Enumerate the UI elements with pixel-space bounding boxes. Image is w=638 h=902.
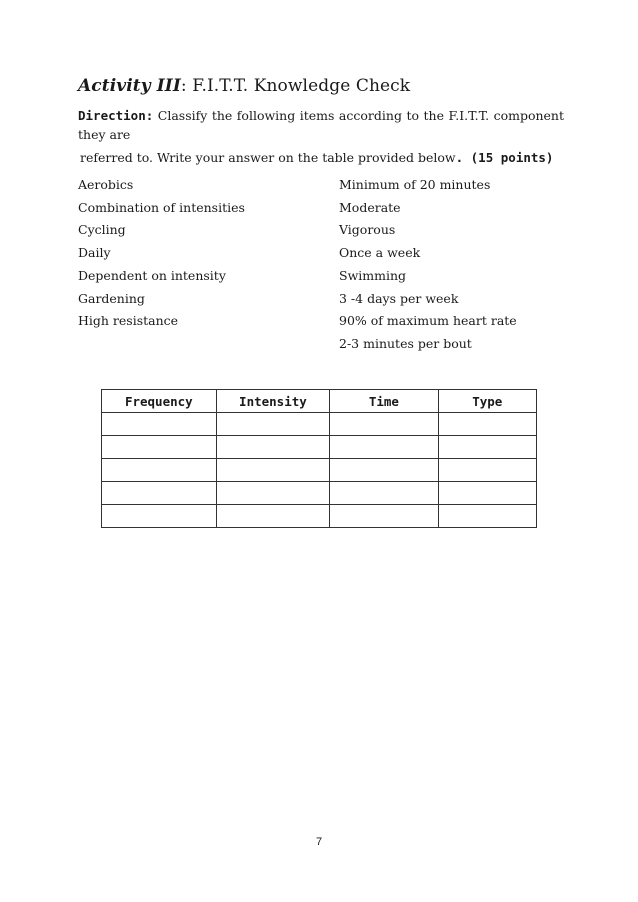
answer-cell[interactable] <box>216 459 330 482</box>
answer-cell[interactable] <box>216 482 330 505</box>
answer-cell[interactable] <box>102 436 217 459</box>
answer-cell[interactable] <box>438 505 536 528</box>
points-label: . (15 points) <box>455 150 554 165</box>
direction-continuation <box>80 150 553 165</box>
direction-text: Classify the following items according to the F.I.T.T. component they are <box>78 108 564 142</box>
answer-cell[interactable] <box>102 413 217 436</box>
answer-cell[interactable] <box>438 436 536 459</box>
answer-cell[interactable] <box>216 413 330 436</box>
list-item: Minimum of 20 minutes <box>339 177 491 192</box>
direction-paragraph <box>78 106 564 144</box>
list-item: Dependent on intensity <box>78 267 226 283</box>
answer-cell[interactable] <box>102 505 217 528</box>
table-row <box>102 459 537 482</box>
direction-label: Direction: <box>78 108 154 123</box>
answer-cell[interactable] <box>102 482 217 505</box>
header-type: Type <box>438 390 536 413</box>
page-number: 7 <box>315 836 323 848</box>
answer-table <box>101 389 537 528</box>
header-intensity: Intensity <box>216 390 330 413</box>
answer-cell[interactable] <box>330 505 438 528</box>
answer-cell[interactable] <box>102 459 217 482</box>
list-item: Moderate <box>339 199 401 215</box>
answer-cell[interactable] <box>330 436 438 459</box>
answer-cell[interactable] <box>330 459 438 482</box>
list-item: 90% of maximum heart rate <box>339 313 517 329</box>
list-item: Aerobics <box>78 177 134 192</box>
answer-cell[interactable] <box>216 505 330 528</box>
activity-subtitle: : F.I.T.T. Knowledge Check <box>180 76 411 96</box>
answer-cell[interactable] <box>330 413 438 436</box>
list-item: 3 -4 days per week <box>339 290 459 306</box>
activity-title: Activity III <box>78 76 181 96</box>
answer-cell[interactable] <box>216 436 330 459</box>
answer-cell[interactable] <box>330 482 438 505</box>
list-item: Combination of intensities <box>78 199 245 215</box>
list-item: 2-3 minutes per bout <box>339 335 472 351</box>
answer-cell[interactable] <box>438 413 536 436</box>
list-item: Once a week <box>339 245 421 261</box>
table-row <box>102 436 537 459</box>
list-item: Vigorous <box>339 222 396 238</box>
list-item: High resistance <box>78 313 179 329</box>
activity-heading <box>78 76 410 96</box>
answer-cell[interactable] <box>438 459 536 482</box>
items-column-left <box>78 174 245 333</box>
header-time: Time <box>330 390 438 413</box>
items-column-right <box>339 174 517 356</box>
list-item: Cycling <box>78 222 126 238</box>
header-frequency: Frequency <box>102 390 217 413</box>
answer-cell[interactable] <box>438 482 536 505</box>
list-item: Daily <box>78 245 111 261</box>
table-row <box>102 505 537 528</box>
table-row <box>102 413 537 436</box>
list-item: Swimming <box>339 267 407 283</box>
table-row <box>102 482 537 505</box>
direction-text-line2: referred to. Write your answer on the table provided below <box>80 150 456 165</box>
list-item: Gardening <box>78 290 145 306</box>
table-header-row <box>102 390 537 413</box>
